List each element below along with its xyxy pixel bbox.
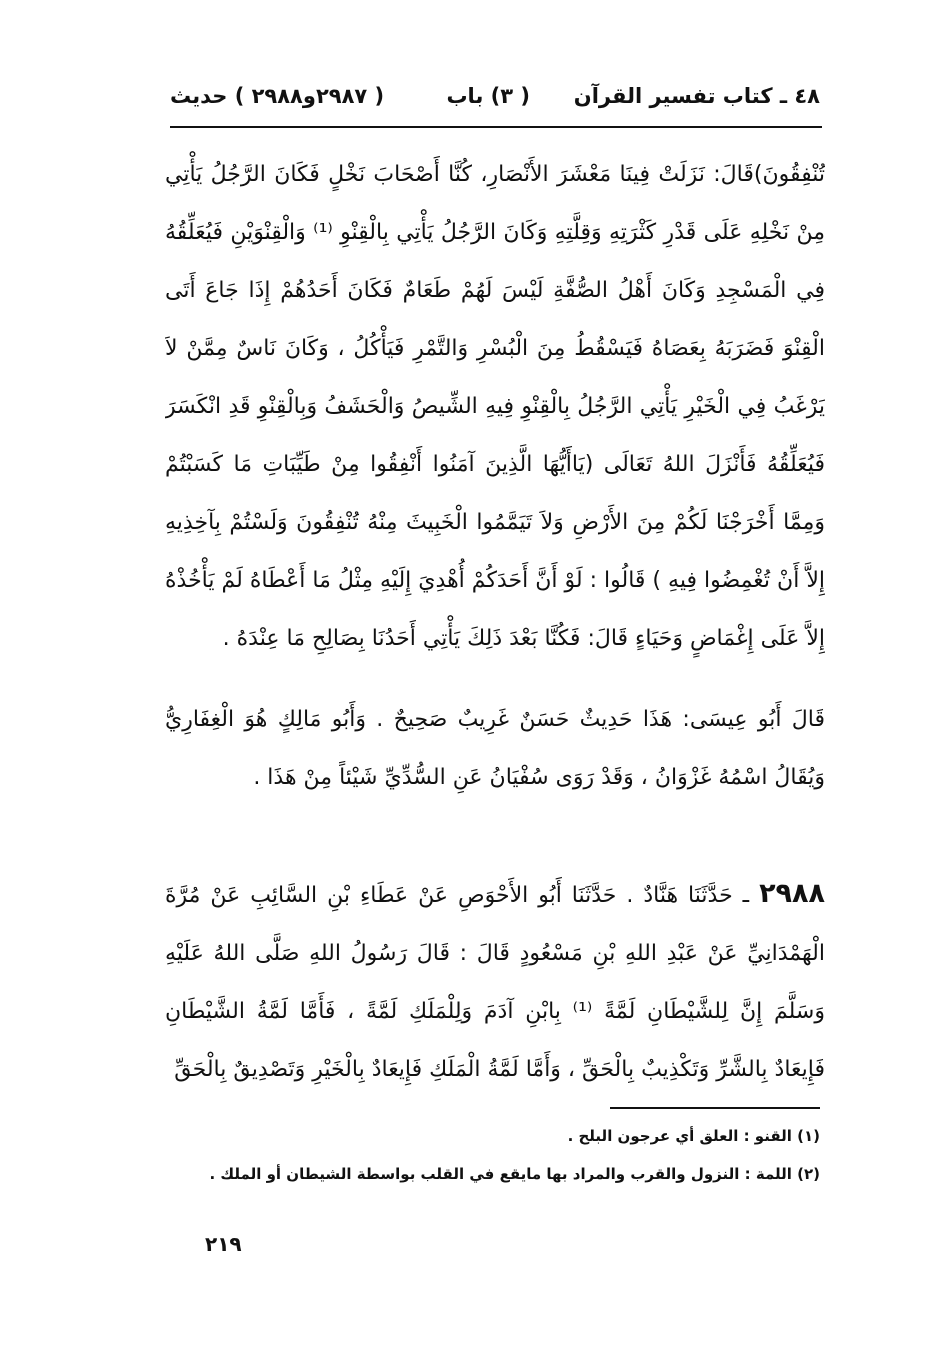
hadith-number: ٢٩٨٨ bbox=[759, 878, 825, 909]
paragraph-commentary: قَالَ أَبُو عِيسَى: هَذَا حَدِيثٌ حَسَنٌ غَرِيبٌ صَحِيحٌ . وَأَبُو مَالِكٍ هُوَ الْغِفَارِيُّ وَيُقَالُ اسْمُهُ غَزْوَانُ ، وَقَدْ رَوَى سُفْيَانُ عَنِ السُّدِّيِّ شَيْئاً مِنْ هَذَا . bbox=[165, 707, 825, 790]
header-book-title: ٤٨ ـ كتاب تفسير القرآن bbox=[573, 84, 820, 108]
footnote-rule bbox=[610, 1107, 820, 1109]
running-header bbox=[170, 78, 820, 118]
footnote-1: (١) القنو : العلق أي عرجون البلح . bbox=[567, 1127, 820, 1145]
header-hadith-range: ( ٢٩٨٧و٢٩٨٨ ) حديث bbox=[170, 84, 385, 108]
footnote-2: (٢) اللمة : النزول والقرب والمراد بها مايقع في القلب بواسطة الشيطان أو الملك . bbox=[209, 1165, 820, 1183]
page-number: ٢١٩ bbox=[205, 1232, 242, 1256]
paragraph-hadith-2987: تُنْفِقُونَ)قَالَ: نَزَلَتْ فِينَا مَعْشَرَ الأَنْصَارِ، كُنَّا أَصْحَابَ نَخْلٍ فَكَانَ الرَّجُلُ يَأْتِي مِنْ نَخْلِهِ عَلَى قَدْرِ كَثْرَتِهِ وَقِلَّتِهِ وَكَانَ الرَّجُلُ يَأْتِي بِالْقِنْوِ ⁽¹⁾ وَالْقِنْوَيْنِ فَيُعَلِّقُهُ فِي الْمَسْجِدِ وَكَانَ أَهْلُ الصُّفَّةِ لَيْسَ لَهُمْ طَعَامٌ فَكَانَ أَحَدُهُمْ إِذَا جَاعَ أَتَى الْقِنْوَ فَضَرَبَهُ بِعَصَاهُ فَيَسْقُطُ مِنَ الْبُسْرِ وَالتَّمْرِ فَيَأْكُلُ ، وَكَانَ نَاسٌ مِمَّنْ لاَ يَرْغَبُ فِي الْخَيْرِ يَأْتِي الرَّجُلُ بِالْقِنْوِ فِيهِ الشِّيصُ وَالْحَشَفُ وَبِالْقِنْوِ قَدِ انْكَسَرَ فَيُعَلِّقُهُ فَأَنْزَلَ اللهُ تَعَالَى (يَاأَيُّهَا الَّذِينَ آمَنُوا أَنْفِقُوا مِنْ طَيِّبَاتِ مَا كَسَبْتُمْ وَمِمَّا أَخْرَجْنَا لَكُمْ مِنَ الأَرْضِ وَلاَ تَيَمَّمُوا الْخَبِيثَ مِنْهُ تُنْفِقُونَ وَلَسْتُمْ بِآخِذِيهِ إِلاَّ أَنْ تُغْمِضُوا فِيهِ ) قَالُوا : لَوْ أَنَّ أَحَدَكُمْ أُهْدِيَ إِلَيْهِ مِثْلُ مَا أَعْطَاهُ لَمْ يَأْخُذْهُ إِلاَّ عَلَى إِغْمَاضٍ وَحَيَاءٍ قَالَ: فَكُنَّا بَعْدَ ذَلِكَ يَأْتِي أَحَدُنَا بِصَالِحِ مَا عِنْدَهُ . bbox=[165, 162, 825, 651]
main-text bbox=[165, 146, 825, 1105]
header-chapter: ( ٣) باب bbox=[446, 84, 530, 108]
hadith-2988-text: ـ حَدَّثَنَا هَنَّادٌ . حَدَّثَنَا أَبُو الأَحْوَصِ عَنْ عَطَاءِ بْنِ السَّائِبِ عَنْ مُرَّةَ الْهَمْدَانِيِّ عَنْ عَبْدِ اللهِ بْنِ مَسْعُودٍ قَالَ : قَالَ رَسُولُ اللهِ صَلَّى اللهُ عَلَيْهِ وَسَلَّمَ إِنَّ لِلشَّيْطَانِ لَمَّةً ⁽¹⁾ بِابْنِ آدَمَ وَلِلْمَلَكِ لَمَّةً ، فَأَمَّا لَمَّةُ الشَّيْطَانِ فَإِيعَادٌ بِالشَّرِّ وَتَكْذِيبٌ بِالْحَقِّ ، وَأَمَّا لَمَّةُ الْمَلَكِ فَإِيعَادٌ بِالْخَيْرِ وَتَصْدِيقٌ بِالْحَقِّ bbox=[165, 883, 825, 1082]
header-rule bbox=[170, 126, 822, 128]
footnotes bbox=[200, 1124, 820, 1200]
paragraph-hadith-2988 bbox=[165, 865, 825, 1105]
